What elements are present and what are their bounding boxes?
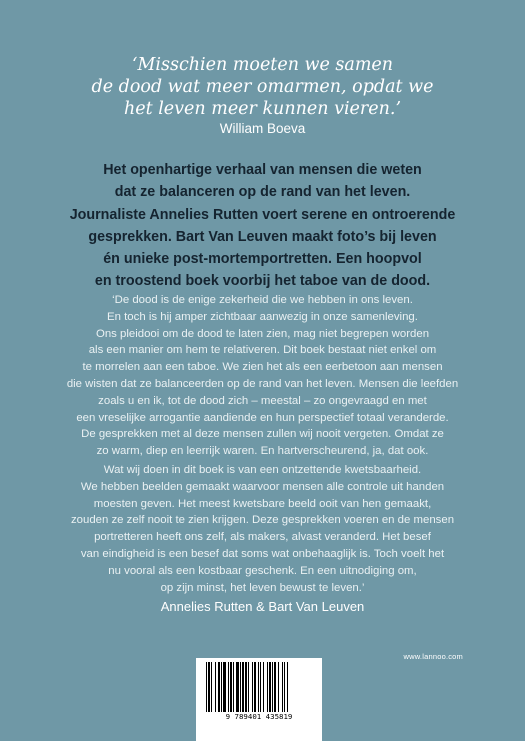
body-line: als een manier om hem te relativeren. Dit boek bestaat niet enkel om (88, 344, 437, 357)
body-line: op zijn minst, het leven bewust te leven.’ (160, 581, 365, 594)
body-line: zoals u en ik, tot de dood zich – meestal – zo ongevraagd en met (98, 394, 427, 407)
body-line: En toch is hij amper zichtbaar aanwezig in onze samenleving. (107, 310, 418, 323)
body-line: zo warm, diep en leerrijk waren. En hartverscheurend, ja, dat ook. (96, 445, 429, 458)
isbn-barcode (196, 658, 322, 741)
blurb-line: gesprekken. Bart Van Leuven maakt foto’s bij leven (88, 228, 437, 245)
body-line: ‘De dood is de enige zekerheid die we hebben in ons leven. (112, 294, 413, 306)
blurb-line: én unieke post-mortemportretten. Een hoopvol (103, 251, 422, 268)
body-line: die wisten dat ze balanceerden op de rand van het leven. Mensen die leefden (66, 377, 459, 390)
body-line: te morrelen aan een taboe. We zien het als een eerbetoon aan mensen (82, 361, 443, 374)
body-line: van eindigheid is een besef dat soms wat onbehaaglijk is. Toch voelt het (80, 547, 445, 560)
body-line: Ons pleidooi om de dood te laten zien, mag niet begrepen worden (95, 327, 430, 340)
body-line: We hebben beelden gemaakt waarvoor mensen alle controle uit handen (80, 480, 445, 493)
barcode-bars-icon (204, 662, 314, 712)
quote-author: William Boeva (219, 121, 306, 136)
cover-quote (0, 54, 525, 120)
isbn-number: 9 789401 435819 (225, 712, 293, 721)
body-line: moesten geven. Het meest kwetsbare beeld ooit van hen gemaakt, (93, 497, 432, 510)
blurb-line: Journaliste Annelies Rutten voert serene en ontroerende (69, 206, 456, 223)
authors-signature: Annelies Rutten & Bart Van Leuven (160, 599, 365, 614)
quote-line: het leven meer kunnen vieren.’ (123, 99, 402, 119)
body-paragraph-1 (0, 292, 525, 460)
blurb-line: en troostend boek voorbij het taboe van de dood. (94, 273, 431, 290)
body-line: een vreselijke arrogantie aandiende en hun perspectief totaal veranderde. (76, 411, 449, 424)
quote-line: ‘Misschien moeten we samen (131, 55, 394, 75)
body-line: portretteren heeft ons zelf, als makers, alvast veranderd. Het besef (94, 531, 431, 544)
body-paragraph-2 (0, 462, 525, 596)
body-line: zouden ze zelf nooit te zien krijgen. Deze gesprekken voeren en de mensen (70, 514, 455, 527)
body-line: Wat wij doen in dit boek is van een ontzettende kwetsbaarheid. (103, 464, 422, 476)
body-line: De gesprekken met al deze mensen zullen wij nooit vergeten. Omdat ze (81, 428, 444, 441)
publisher-url: www.lannoo.com (403, 652, 463, 661)
body-line: nu vooral als een kostbaar geschenk. En een uitnodiging om, (108, 564, 417, 577)
blurb-line: dat ze balanceren op de rand van het leven. (114, 184, 411, 201)
blurb-line: Het openhartige verhaal van mensen die weten (103, 162, 422, 178)
quote-line: de dood wat meer omarmen, opdat we (91, 77, 434, 97)
blurb (0, 159, 525, 293)
